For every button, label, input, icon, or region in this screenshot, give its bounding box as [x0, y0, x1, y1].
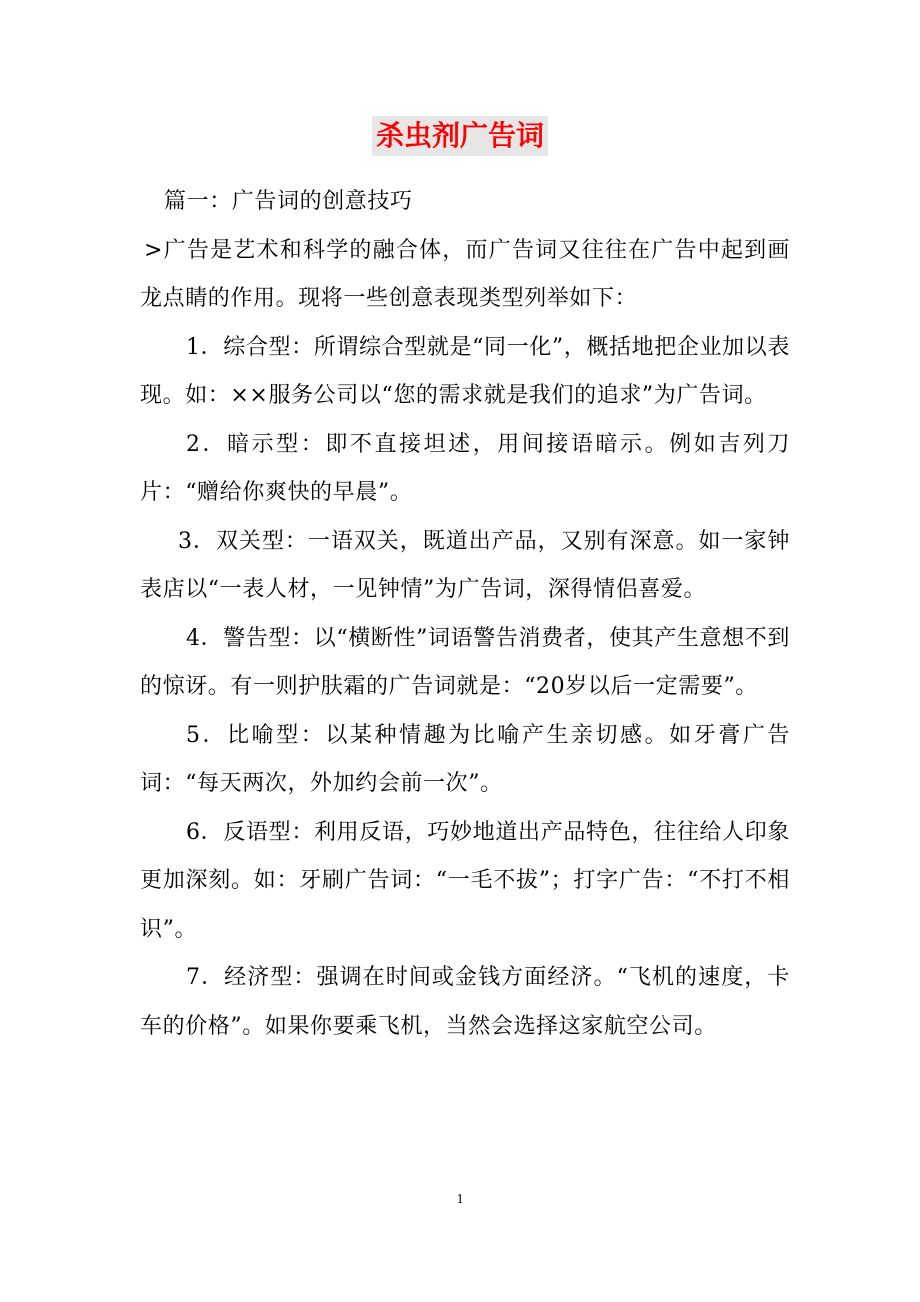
- list-item-metaphor: 5．比喻型：以某种情趣为比喻产生亲切感。如牙膏广告词：“每天两次，外加约会前一次”。: [140, 722, 790, 796]
- document-body: [140, 178, 790, 1051]
- list-item-implication: 2．暗示型：即不直接坦述，用间接语暗示。例如吉列刀片：“赠给你爽快的早晨”。: [140, 431, 790, 505]
- list-item-comprehensive: 1．综合型：所谓综合型就是“同一化”，概括地把企业加以表现。如：××服务公司以“您的需求就是我们的追求”为广告词。: [140, 334, 790, 408]
- page-number: 1: [456, 1192, 464, 1207]
- list-item-irony: 6．反语型：利用反语，巧妙地道出产品特色，往往给人印象更加深刻。如：牙刷广告词：“一毛不拔”；打字广告：“不打不相识”。: [140, 819, 790, 942]
- document-title: 杀虫剂广告词: [372, 116, 548, 156]
- list-item-warning: 4．警告型：以“横断性”词语警告消费者，使其产生意想不到的惊讶。有一则护肤霜的广告词就是：“20岁以后一定需要”。: [140, 625, 790, 699]
- intro-paragraph: >广告是艺术和科学的融合体，而广告词又往往在广告中起到画龙点睛的作用。现将一些创意表现类型列举如下：: [140, 237, 790, 311]
- list-item-pun: 3．双关型：一语双关，既道出产品，又别有深意。如一家钟表店以“一表人材，一见钟情”为广告词，深得情侣喜爱。: [140, 528, 790, 602]
- list-item-economy: 7．经济型：强调在时间或金钱方面经济。“飞机的速度，卡车的价格”。如果你要乘飞机，当然会选择这家航空公司。: [140, 965, 790, 1039]
- section-heading: 篇一：广告词的创意技巧: [164, 189, 413, 214]
- title-container: [0, 116, 920, 156]
